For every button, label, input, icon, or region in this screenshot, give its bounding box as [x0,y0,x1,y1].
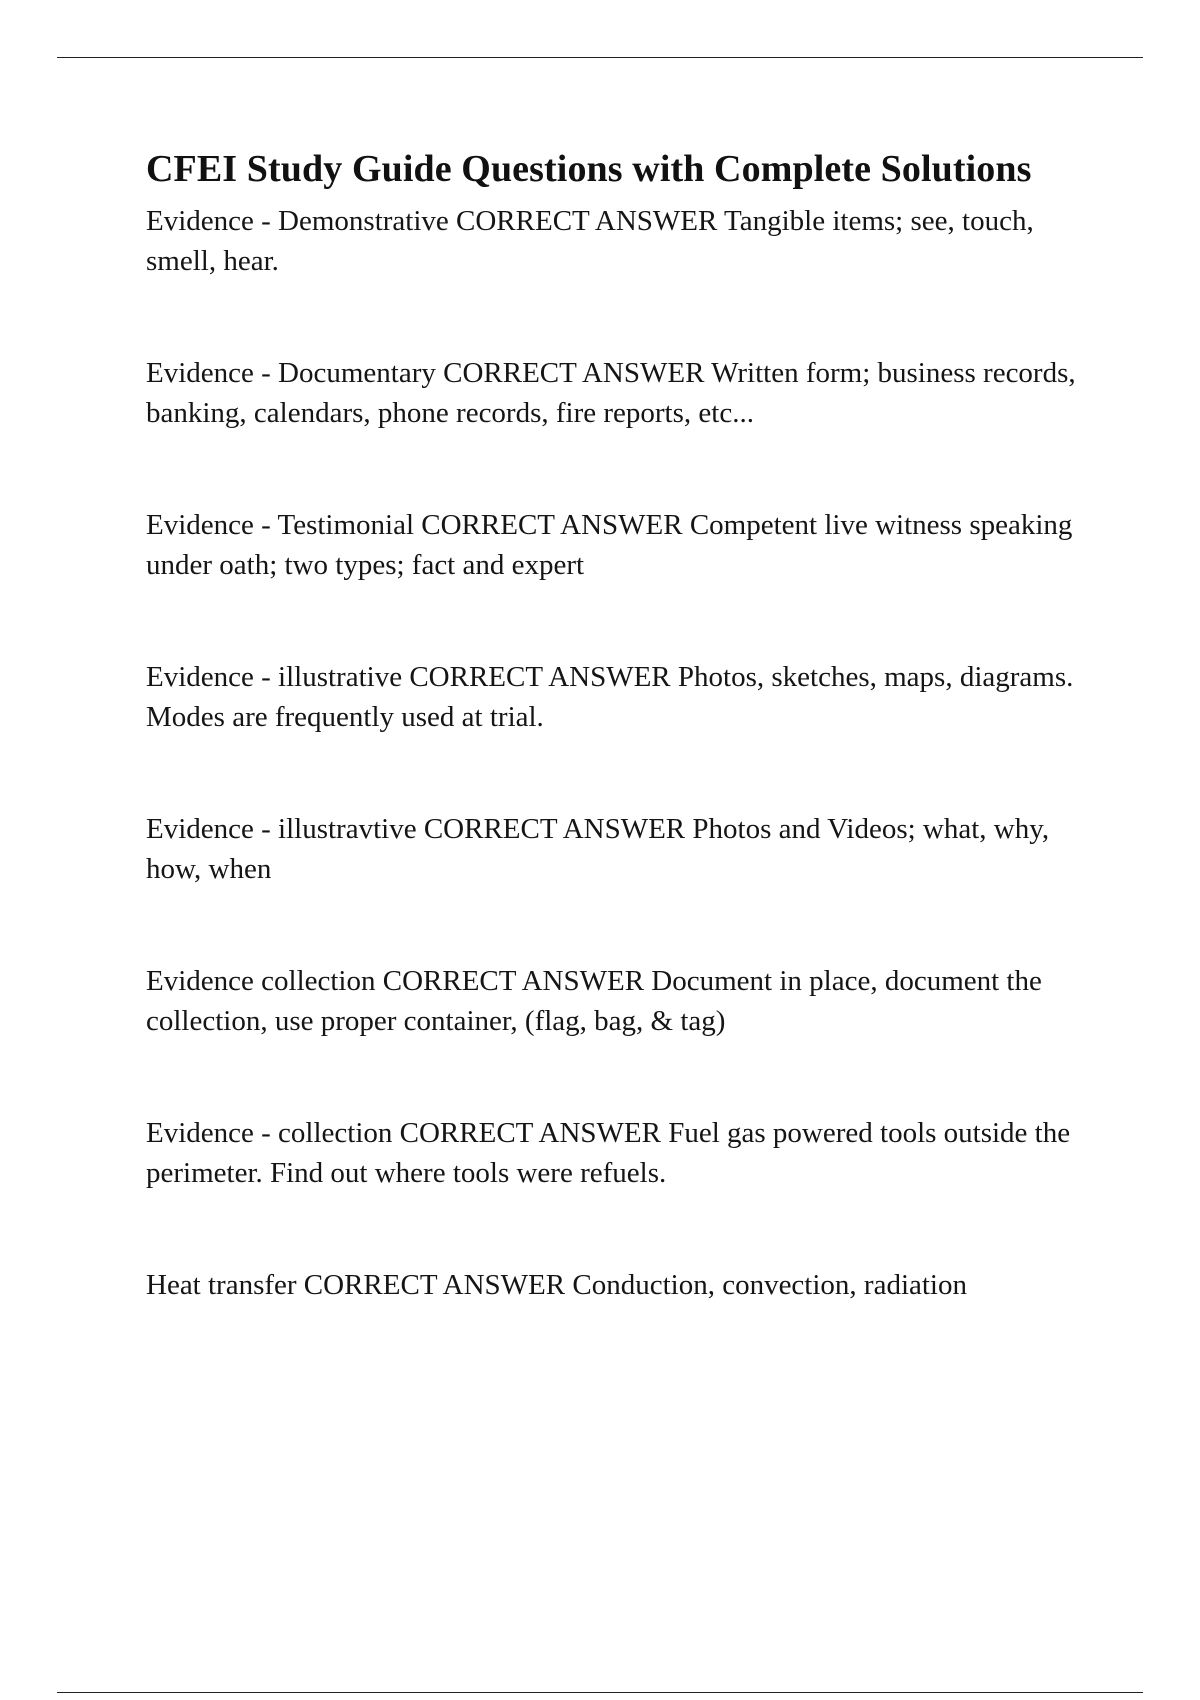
entry-evidence-documentary: Evidence - Documentary CORRECT ANSWER Written form; business records, banking, calendars, phone records, fire reports, etc... [146,357,1076,429]
entry-evidence-testimonial: Evidence - Testimonial CORRECT ANSWER Competent live witness speaking under oath; two types; fact and expert [146,509,1073,581]
entry-evidence-collection: Evidence collection CORRECT ANSWER Document in place, document the collection, use proper container, (flag, bag, & tag) [146,965,1042,1037]
entry-heat-transfer: Heat transfer CORRECT ANSWER Conduction, convection, radiation [146,1269,967,1301]
document-body [146,145,1106,1305]
entry-evidence-illustrative: Evidence - illustrative CORRECT ANSWER Photos, sketches, maps, diagrams. Modes are frequently used at trial. [146,661,1074,733]
top-rule [57,57,1143,58]
entry-evidence-demonstrative: Evidence - Demonstrative CORRECT ANSWER Tangible items; see, touch, smell, hear. [146,205,1034,277]
entry-evidence-illustravtive: Evidence - illustravtive CORRECT ANSWER Photos and Videos; what, why, how, when [146,813,1050,885]
document-title: CFEI Study Guide Questions with Complete Solutions [146,148,1032,190]
entry-evidence-collection-tools: Evidence - collection CORRECT ANSWER Fuel gas powered tools outside the perimeter. Find out where tools were refuels. [146,1117,1071,1189]
bottom-rule [57,1692,1143,1693]
entry-list [146,201,1106,1305]
